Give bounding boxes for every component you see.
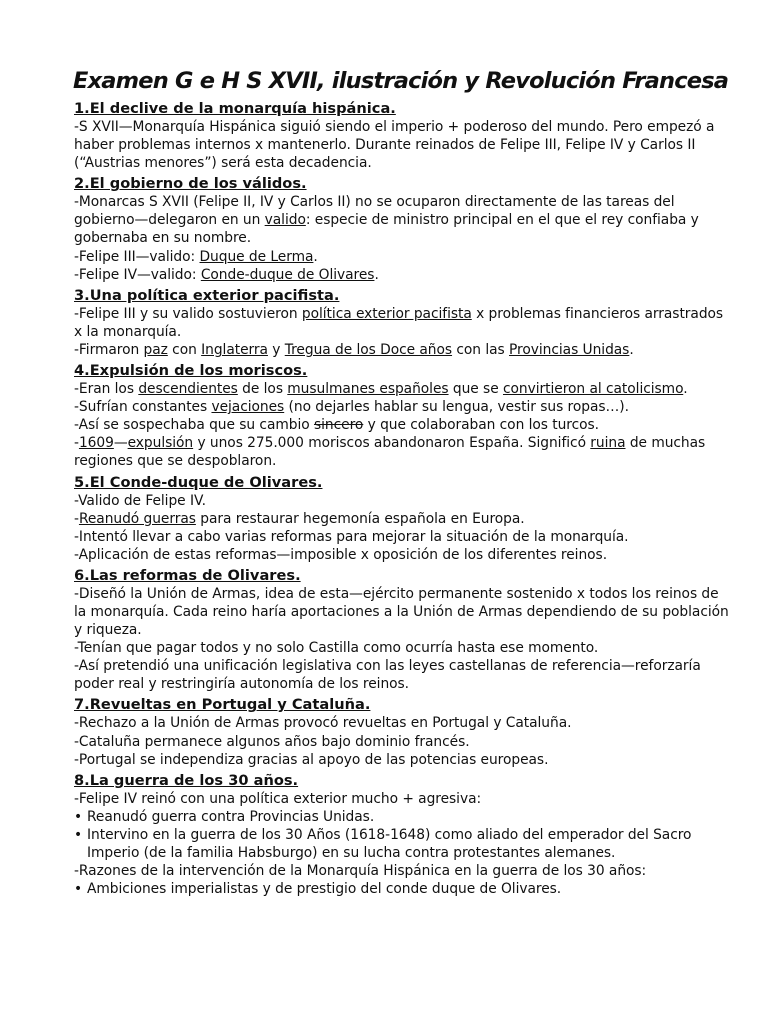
text: .: [683, 381, 688, 398]
text: y que colaboraban con los turcos.: [363, 417, 600, 434]
underlined-term: musulmanes españoles: [287, 381, 449, 398]
text: -Felipe III y su valido sostuvieron: [74, 305, 302, 322]
section-4: [74, 361, 732, 470]
underlined-term: 1609: [78, 435, 114, 452]
text: para restaurar hegemonía española en Europa.: [195, 510, 525, 527]
bullet-item: [74, 808, 732, 826]
text: -Sufrían constantes: [74, 399, 212, 416]
section-1-heading: 1.El declive de la monarquía hispánica.: [74, 100, 396, 117]
section-3-paragraph-1: [74, 305, 732, 341]
section-7-paragraph-3: -Portugal se independiza gracias al apoyo de las potencias europeas.: [74, 751, 549, 768]
section-6-paragraph-2: -Tenían que pagar todos y no solo Castilla como ocurría hasta ese momento.: [74, 640, 599, 657]
section-4-paragraph-1: [74, 380, 732, 398]
section-2-paragraph-2: [74, 248, 732, 266]
struck-term: sincero: [313, 417, 364, 434]
section-5-paragraph-3: -Intentó llevar a cabo varias reformas para mejorar la situación de la monarquía.: [74, 528, 629, 545]
text: -Así se sospechaba que su cambio: [74, 417, 314, 434]
section-3-heading: 3.Una política exterior pacifista.: [74, 286, 340, 304]
text: con las: [452, 341, 510, 358]
bullet-icon: •: [74, 826, 83, 843]
underlined-term: política exterior pacifista: [301, 305, 472, 322]
section-1: [74, 99, 732, 172]
underlined-term: ruina: [590, 435, 626, 452]
underlined-term: Inglaterra: [201, 341, 268, 358]
text: .: [629, 341, 634, 358]
section-5-paragraph-1: -Valido de Felipe IV.: [74, 492, 206, 509]
text: que se: [448, 381, 503, 398]
bullet-text: Ambiciones imperialistas y de prestigio del conde duque de Olivares.: [87, 881, 562, 898]
text: de los: [237, 381, 288, 398]
bullet-icon: •: [74, 881, 83, 898]
section-6-heading: 6.Las reformas de Olivares.: [74, 566, 301, 584]
underlined-term: convirtieron al catolicismo: [502, 381, 684, 398]
section-5-paragraph-4: -Aplicación de estas reformas—imposible x oposición de los diferentes reinos.: [74, 546, 608, 563]
text: -: [74, 435, 79, 452]
text: -: [74, 510, 79, 527]
section-8-heading: 8.La guerra de los 30 años.: [74, 771, 299, 789]
underlined-term: vejaciones: [211, 399, 285, 416]
bullet-icon: •: [74, 808, 83, 825]
text: -Felipe IV—valido:: [74, 266, 201, 283]
underlined-term: Reanudó guerras: [78, 510, 196, 527]
section-5-paragraph-2: [74, 510, 732, 528]
section-3: [74, 286, 732, 359]
text: -Firmaron: [74, 341, 144, 358]
text: y unos 275.000 moriscos abandonaron España. Significó: [193, 435, 591, 452]
section-5: [74, 473, 732, 564]
underlined-term: Provincias Unidas: [509, 341, 630, 358]
section-4-paragraph-4: [74, 434, 732, 470]
section-7: [74, 695, 732, 768]
section-4-heading: 4.Expulsión de los moriscos.: [74, 362, 308, 380]
text: (no dejarles hablar su lengua, vestir sus ropas…).: [284, 399, 629, 416]
text: con: [167, 341, 202, 358]
text: de muchas regiones que se despoblaron.: [74, 435, 706, 470]
text: .: [374, 266, 379, 283]
underlined-term: Duque de Lerma: [199, 248, 314, 265]
underlined-term: Conde-duque de Olivares: [200, 266, 375, 283]
section-2-paragraph-3: [74, 266, 732, 284]
text: x problemas financieros arrastrados x la monarquía.: [74, 305, 724, 340]
section-6-paragraph-3: -Así pretendió una unificación legislativa con las leyes castellanas de referencia—reforzaría poder real y restringiría autonomía de los reinos.: [74, 658, 701, 693]
bullet-text: Intervino en la guerra de los 30 Años (1618-1648) como aliado del emperador del Sacro Imperio (de la familia Habsburgo) en su lucha contra protestantes alemanes.: [87, 826, 692, 861]
text: -Eran los: [74, 381, 139, 398]
section-6-paragraph-1: -Diseñó la Unión de Armas, idea de esta—ejército permanente sostenido x todos los reinos de la monarquía. Cada reino haría aportaciones a la Unión de Armas dependiendo de su población y riqueza.: [74, 585, 729, 639]
text: -Monarcas S XVII (Felipe II, IV y Carlos II) no se ocuparon directamente de las tareas del gobierno—delegaron en un: [74, 194, 675, 229]
bullet-item: [74, 880, 732, 898]
underlined-term: expulsión: [127, 435, 194, 452]
section-2-heading: 2.El gobierno de los válidos.: [74, 175, 307, 193]
text: -Felipe III—valido:: [74, 248, 200, 265]
section-4-paragraph-3: [74, 416, 732, 434]
text: —: [113, 435, 128, 452]
text: .: [313, 248, 318, 265]
text: y: [267, 341, 285, 358]
underlined-term: descendientes: [138, 381, 238, 398]
section-4-paragraph-2: [74, 398, 732, 416]
section-3-paragraph-2: [74, 341, 732, 359]
section-1-paragraph-1: -S XVII—Monarquía Hispánica siguió siendo el imperio + poderoso del mundo. Pero empezó a haber problemas internos x mantenerlo. Durante reinados de Felipe III, Felipe IV y Carlos II (“Austrias menores”) será esta decadencia.: [74, 119, 715, 172]
section-5-heading: 5.El Conde-duque de Olivares.: [74, 473, 323, 491]
section-6: [74, 566, 732, 694]
text: : especie de ministro principal en el que el rey confiaba y gobernaba en su nombre.: [74, 212, 699, 247]
underlined-term: paz: [143, 341, 168, 358]
section-2-paragraph-1: [74, 193, 732, 247]
section-7-heading: 7.Revueltas en Portugal y Cataluña.: [74, 696, 371, 714]
section-8: [74, 771, 732, 899]
section-8-paragraph-2: -Razones de la intervención de la Monarquía Hispánica en la guerra de los 30 años:: [74, 863, 647, 880]
underlined-term: valido: [264, 212, 306, 229]
bullet-text: Reanudó guerra contra Provincias Unidas.: [87, 808, 375, 825]
section-8-paragraph-1: -Felipe IV reinó con una política exterior mucho + agresiva:: [74, 790, 482, 807]
section-2: [74, 174, 732, 283]
document-title: Examen G e H S XVII, ilustración y Revolución Francesa: [73, 68, 729, 94]
bullet-item: [74, 826, 732, 862]
section-7-paragraph-2: -Cataluña permanece algunos años bajo dominio francés.: [74, 733, 470, 750]
section-7-paragraph-1: -Rechazo a la Unión de Armas provocó revueltas en Portugal y Cataluña.: [74, 715, 572, 732]
underlined-term: Tregua de los Doce años: [284, 341, 453, 358]
